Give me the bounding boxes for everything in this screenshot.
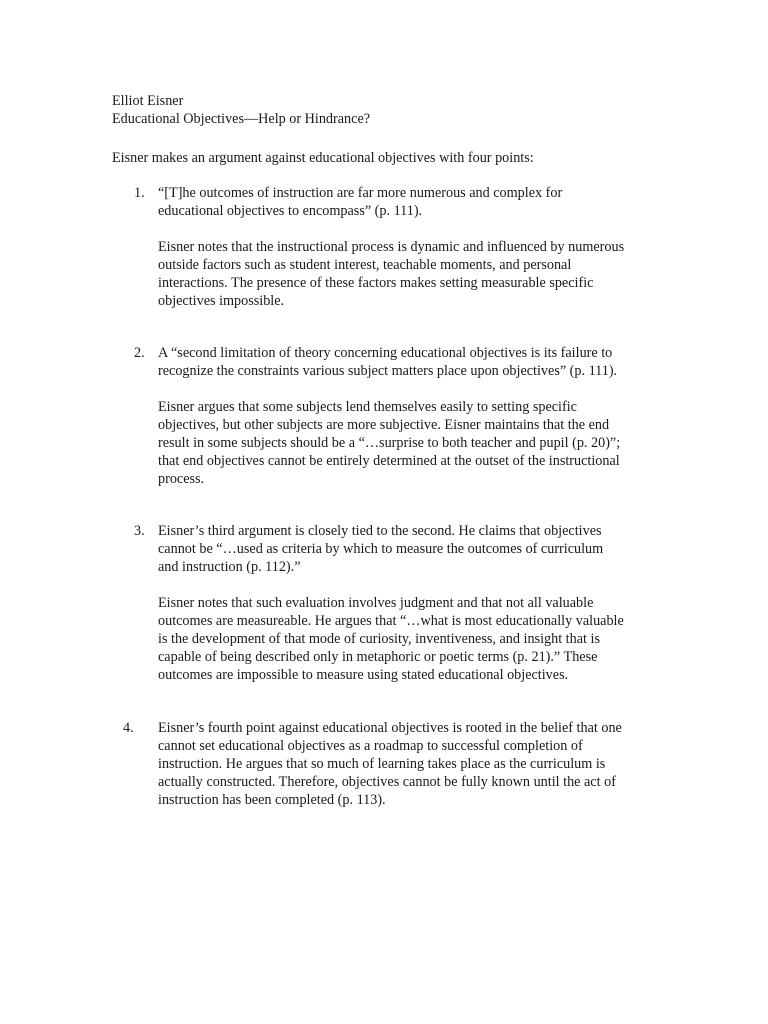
- text-line: result in some subjects should be a “…surprise to both teacher and pupil (p. 20)”;: [158, 435, 621, 451]
- text-line: Eisner notes that the instructional process is dynamic and influenced by numerous: [158, 239, 625, 255]
- list-item-number: 4.: [123, 720, 134, 736]
- item-quote: [158, 522, 658, 576]
- text-line: Eisner’s fourth point against educational objectives is rooted in the belief that one: [158, 720, 622, 736]
- text-line: cannot be “…used as criteria by which to measure the outcomes of curriculum: [158, 541, 604, 557]
- text-line: A “second limitation of theory concerning educational objectives is its failure to: [158, 345, 613, 361]
- document-header: [112, 92, 370, 128]
- text-line: cannot set educational objectives as a roadmap to successful completion of: [158, 738, 583, 754]
- text-line: outcomes are impossible to measure using stated educational objectives.: [158, 667, 569, 683]
- text-line: interactions. The presence of these factors makes setting measurable specific: [158, 275, 594, 291]
- text-line: instruction. He argues that so much of learning takes place as the curriculum is: [158, 756, 606, 772]
- text-line: Eisner notes that such evaluation involves judgment and that not all valuable: [158, 595, 594, 611]
- text-line: outside factors such as student interest, teachable moments, and personal: [158, 257, 572, 273]
- text-line: educational objectives to encompass” (p. 111).: [158, 203, 423, 219]
- list-item-number: 2.: [134, 345, 145, 361]
- text-line: “[T]he outcomes of instruction are far more numerous and complex for: [158, 185, 563, 201]
- list-item-number: 1.: [134, 185, 145, 201]
- list-item: [134, 184, 658, 310]
- item-note: [158, 238, 658, 310]
- text-line: capable of being described only in metaphoric or poetic terms (p. 21).” These: [158, 649, 598, 665]
- list-item: [123, 719, 658, 809]
- author-name: Elliot Eisner: [112, 93, 184, 109]
- document-title: Educational Objectives—Help or Hindrance?: [112, 111, 371, 127]
- intro-paragraph: Eisner makes an argument against educational objectives with four points:: [112, 150, 534, 166]
- list-item: [134, 344, 658, 488]
- item-quote: [158, 344, 658, 380]
- text-line: actually constructed. Therefore, objectives cannot be fully known until the act of: [158, 774, 616, 790]
- item-note: [158, 398, 658, 488]
- list-item-number: 3.: [134, 523, 145, 539]
- text-line: objectives impossible.: [158, 293, 285, 309]
- text-line: Eisner’s third argument is closely tied to the second. He claims that objectives: [158, 523, 602, 539]
- text-line: is the development of that mode of curiosity, inventiveness, and insight that is: [158, 631, 600, 647]
- list-item: [134, 522, 658, 684]
- text-line: process.: [158, 471, 205, 487]
- item-note: [158, 594, 658, 684]
- text-line: and instruction (p. 112).”: [158, 559, 301, 575]
- item-quote: [158, 184, 658, 220]
- text-line: objectives, but other subjects are more subjective. Eisner maintains that the end: [158, 417, 610, 433]
- text-line: Eisner argues that some subjects lend themselves easily to setting specific: [158, 399, 577, 415]
- text-line: that end objectives cannot be entirely determined at the outset of the instructional: [158, 453, 620, 469]
- text-line: instruction has been completed (p. 113).: [158, 792, 386, 808]
- text-line: outcomes are measureable. He argues that “…what is most educationally valuable: [158, 613, 624, 629]
- text-line: recognize the constraints various subject matters place upon objectives” (p. 111).: [158, 363, 618, 379]
- item-quote: [158, 719, 658, 809]
